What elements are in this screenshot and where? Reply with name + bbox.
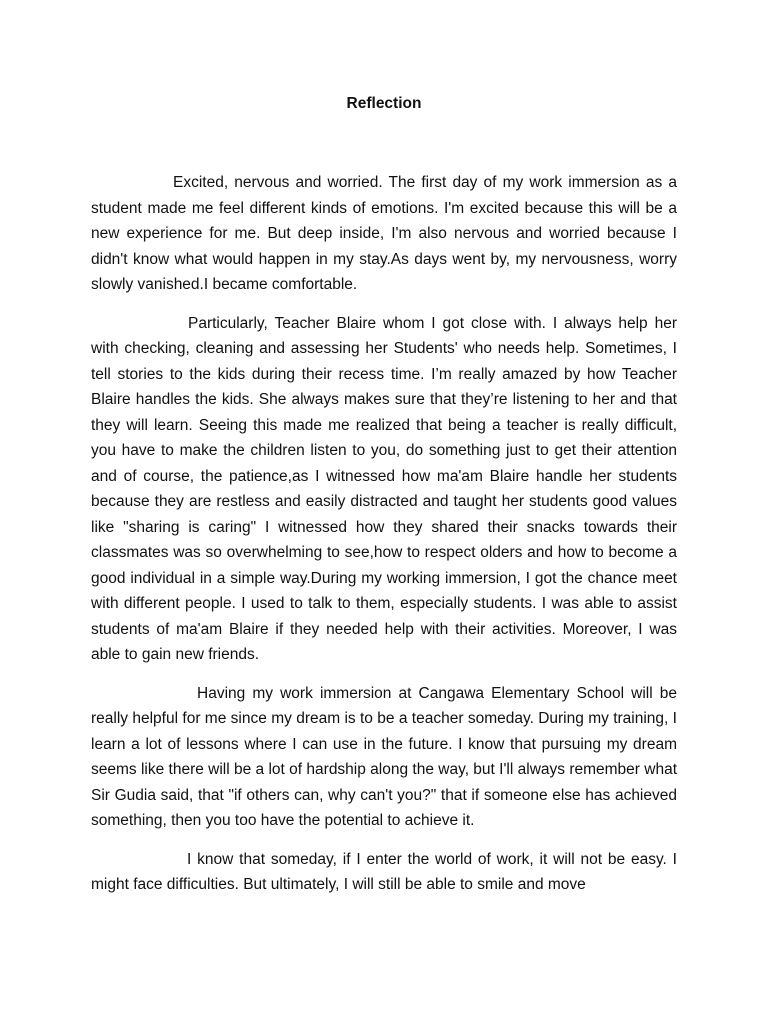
document-body	[91, 170, 677, 911]
paragraph-3: Having my work immersion at Cangawa Elementary School will be really helpful for me since my dream is to be a teacher someday. During my training, I learn a lot of lessons where I can use in the future. I know that pursuing my dream seems like there will be a lot of hardship along the way, but I'll always remember what Sir Gudia said, that "if others can, why can't you?" that if someone else has achieved something, then you too have the potential to achieve it.	[91, 684, 677, 829]
paragraph-1: Excited, nervous and worried. The first day of my work immersion as a student made me feel different kinds of emotions. I'm excited because this will be a new experience for me. But deep inside, I'm also nervous and worried because I didn't know what would happen in my stay.As days went by, my nervousness, worry slowly vanished.I became comfortable.	[91, 174, 677, 293]
paragraph-4: I know that someday, if I enter the world of work, it will not be easy. I might face difficulties. But ultimately, I will still be able to smile and move	[91, 850, 677, 893]
paragraph-2: Particularly, Teacher Blaire whom I got close with. I always help her with checking, cleaning and assessing her Students' who needs help. Sometimes, I tell stories to the kids during their recess time. I’m really amazed by how Teacher Blaire handles the kids. She always makes sure that they’re listening to her and that they will learn. Seeing this made me realized that being a teacher is really difficult, you have to make the children listen to you, do something just to get their attention and of course, the patience,as I witnessed how ma'am Blaire handle her students because they are restless and easily distracted and taught her students good values like "sharing is caring" I witnessed how they shared their snacks towards their classmates was so overwhelming to see,how to respect olders and how to become a good individual in a simple way.During my working immersion, I got the chance meet with different people. I used to talk to them, especially students. I was able to assist students of ma'am Blaire if they needed help with their activities. Moreover, I was able to gain new friends.	[91, 314, 677, 663]
document-title: Reflection	[346, 95, 422, 112]
